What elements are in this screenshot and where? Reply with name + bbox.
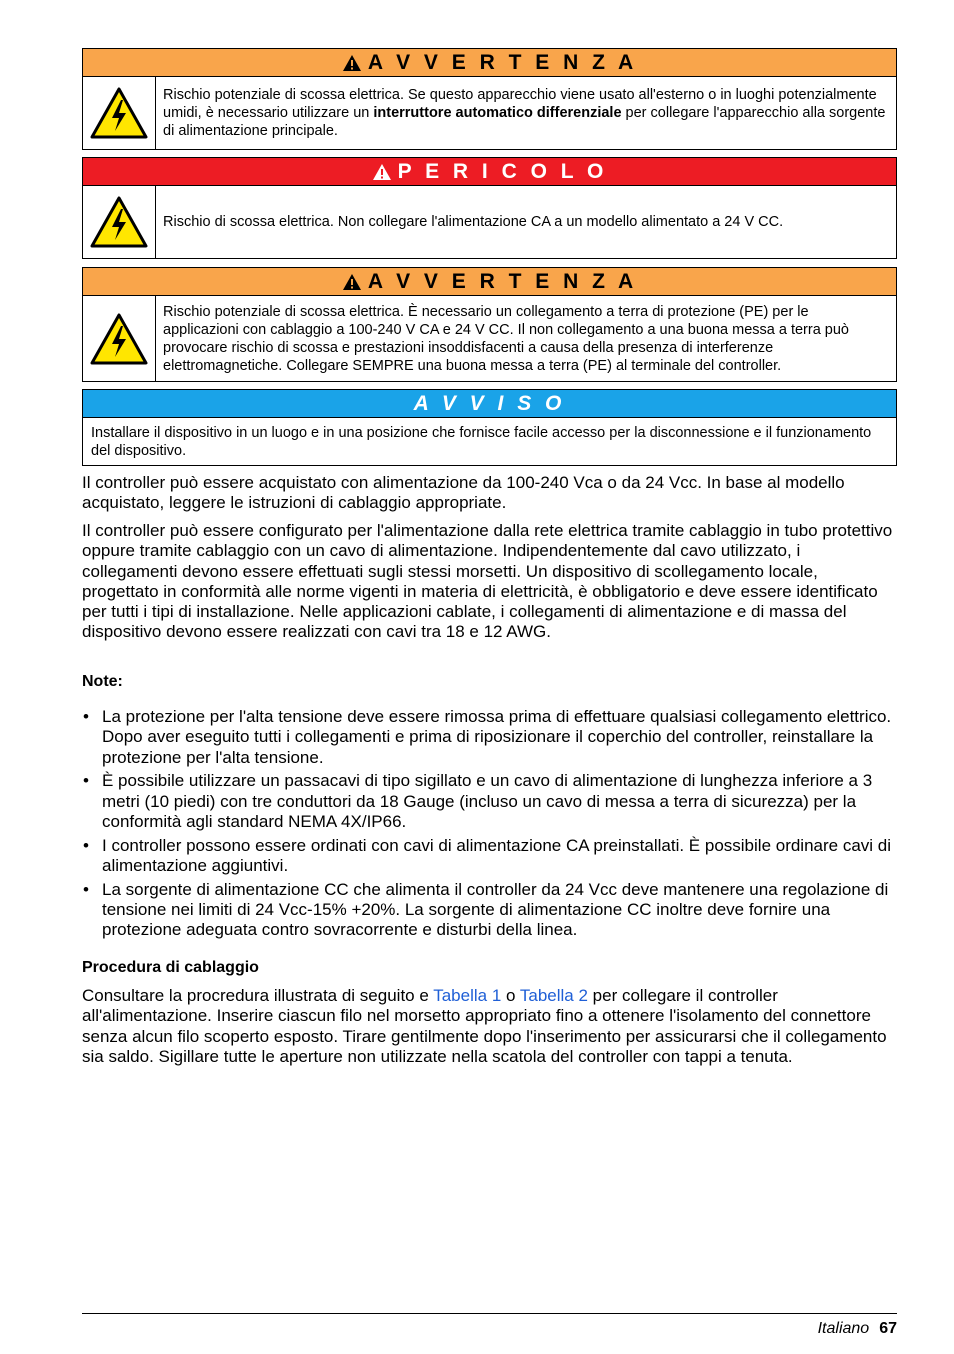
warning-triangle-icon	[372, 163, 392, 181]
danger-title: P E R I C O L O	[397, 159, 608, 183]
hazard-icon-cell-2	[83, 186, 156, 258]
link-tabella-2[interactable]: Tabella 2	[519, 986, 588, 1005]
warning-box-2	[82, 267, 897, 382]
notice-title: A V V I S O	[413, 391, 566, 415]
page-number: 67	[879, 1320, 897, 1337]
warning-box-1	[82, 48, 897, 150]
danger-text: Rischio di scossa elettrica. Non collegare l'alimentazione CA a un modello alimentato a 24 V CC.	[163, 214, 784, 230]
list-item: • I controller possono essere ordinati con cavi di alimentazione CA preinstallati. È possibile ordinare cavi di alimentazione aggiuntivi.	[82, 836, 897, 877]
page-footer	[818, 1320, 897, 1338]
notice-header	[83, 390, 896, 418]
link-tabella-1[interactable]: Tabella 1	[433, 986, 502, 1005]
warning-triangle-icon	[342, 273, 362, 291]
warning-text-1: Rischio potenziale di scossa elettrica. Se questo apparecchio viene usato all'esterno o in luoghi potenzialmente umidi, è necessario utilizzare un interruttore automatico differenziale per collegare l'apparecchio alla sorgente di alimentazione principale.	[163, 87, 886, 139]
warning-text-1-bold: interruttore automatico differenziale	[373, 105, 622, 121]
list-item: • La protezione per l'alta tensione deve essere rimossa prima di effettuare qualsiasi collegamento elettrico. Dopo aver eseguito tutti i collegamenti e prima di riposizionare il coperchio del controller, reinstallare la protezione per l'alta tensione.	[82, 707, 897, 768]
section-heading: Procedura di cablaggio	[82, 959, 259, 976]
hazard-icon-cell-3	[83, 296, 156, 381]
danger-box	[82, 157, 897, 259]
warning-text-2: Rischio potenziale di scossa elettrica. È necessario un collegamento a terra di protezione (PE) per le applicazioni con cablaggio a 100-240 V CA e 24 V CC. Il non collegamento a una buona messa a terra può provocare rischio di scossa e prestazioni insoddisfacenti a causa della presenza di interferenze elettromagnetiche. Collegare SEMPRE una buona messa a terra (PE) al terminale del controller.	[163, 303, 849, 374]
list-item: • È possibile utilizzare un passacavi di tipo sigillato e un cavo di alimentazione di lunghezza inferiore a 3 metri (10 piedi) con tre conduttori da 18 Gauge (incluso un cavo di messa a terra di sicurezza) per la conformità agli standard NEMA 4X/IP66.	[82, 771, 897, 832]
electrical-hazard-icon	[90, 313, 148, 365]
list-item: • La sorgente di alimentazione CC che alimenta il controller da 24 Vcc deve mantenere una regolazione di tensione nei limiti di 24 Vcc-15% +20%. La sorgente di alimentazione CC inoltre deve fornire una protezione adeguata contro sovracorrente e disturbi della linea.	[82, 880, 897, 941]
warning-title-1: A V V E R T E N Z A	[367, 50, 638, 74]
warning-triangle-icon	[342, 54, 362, 72]
notes-label: Note:	[82, 673, 123, 690]
warning-title-2: A V V E R T E N Z A	[367, 269, 638, 293]
electrical-hazard-icon	[90, 196, 148, 248]
paragraph-power-options: Il controller può essere acquistato con alimentazione da 100-240 Vca o da 24 Vcc. In base al modello acquistato, leggere le istruzioni di cablaggio appropriate.	[82, 473, 845, 513]
footer-divider	[82, 1313, 897, 1314]
danger-header	[83, 158, 896, 186]
paragraph-procedure: Consultare la procredura illustrata di seguito e Tabella 1 o Tabella 2 per collegare il controller all'alimentazione. Inserire ciascun filo nel morsetto appropriato fino a ottenere l'isolamento del connettore senza alcun filo scoperto esposto. Tirare gentilmente dopo l'inserimento per assicurarsi che il collegamento sia saldo. Sigillare tutte le aperture non utilizzate nella scatola del controller con tappi a tenuta.	[82, 986, 887, 1066]
notice-text: Installare il dispositivo in un luogo e in una posizione che fornisce facile accesso per la disconnessione e il funzionamento del dispositivo.	[91, 424, 872, 459]
paragraph-wiring: Il controller può essere configurato per l'alimentazione dalla rete elettrica tramite cablaggio in tubo protettivo oppure tramite cablaggio con un cavo di alimentazione. Indipendentemente dal cavo utilizzato, i collegamenti devono essere effettuati sugli stessi morsetti. Un dispositivo di scollegamento locale, progettato in conformità alle norme vigenti in materia di elettricità, è obbligatorio e deve essere identificato per tutti i tipi di installazione. Nelle applicazioni cablate, i collegamenti di alimentazione e di massa del dispositivo devono essere realizzati con cavi tra 18 e 12 AWG.	[82, 521, 893, 642]
footer-language: Italiano	[817, 1320, 870, 1337]
notice-box	[82, 389, 897, 466]
electrical-hazard-icon	[90, 87, 148, 139]
hazard-icon-cell-1	[83, 77, 156, 149]
warning-header-2	[83, 268, 896, 296]
notes-list	[82, 707, 897, 944]
warning-header-1	[83, 49, 896, 77]
